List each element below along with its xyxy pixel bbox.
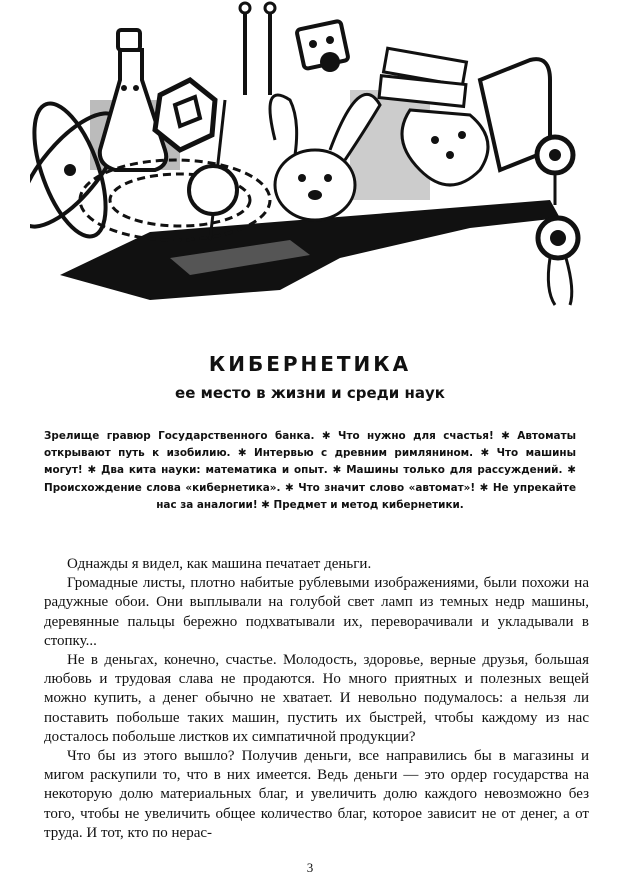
paragraph: Однажды я видел, как машина печатает деньги. [67,556,372,572]
body-text [44,555,589,843]
robot-nose [320,52,340,72]
chapter-subtitle: ее место в жизни и среди наук [175,384,445,402]
chapter-title: КИБЕРНЕТИКА [208,352,412,376]
flask-eye [121,85,127,91]
flask-cap [118,30,140,50]
atom-nucleus [64,164,76,176]
page-number: 3 [306,860,314,875]
paragraph: Громадные листы, плотно набитые рублевыми изображениями, были похожи на радужные обои. Они выплывали на голубой свет ламп из темных недр машины, деревянные пальцы бережно подхватывали их, переворачивали и укладывали в стопку... [44,575,589,649]
rabbit-head [275,150,355,220]
wire-cube [155,80,215,150]
rabbit-ear [270,95,297,155]
flask-eye [133,85,139,91]
chapter-summary: Зрелище гравюр Государственного банка. ✱ Что нужно для счастья! ✱ Автоматы открывают путь к изобилию. ✱ Интервью с древним римлянином. ✱ Что машины могут! ✱ Два кита науки: математика и опыт. ✱ Машины только для рассуждений. ✱ Происхождение слова «кибернетика». ✱ Что значит слово «автомат»! ✱ Не упрекайте нас за аналогии! ✱ Предмет и метод кибернетики. [44,430,576,511]
cybernetics-collage-illustration [30,0,590,320]
paragraph: Не в деньгах, конечно, счастье. Молодость, здоровье, верные друзья, большая любовь и трудовая слава не продаются. Но много приятных и полезных вещей можно купить, а денег обычно не хватает. И невольно подумалось: а нельзя ли поставить побольше таких машин, пустить их быстрей, чтобы каждому из нас досталось побольше листков их симпатичной продукции? [44,652,589,745]
pendulum-bob [189,166,237,214]
paragraph: Что бы из этого вышло? Получив деньги, все направились бы в магазины и мигом раскупили то, что в них имеется. Ведь деньги — это ордер государства на некоторую долю материальных благ, и увеличить долю каждого невозможно без того, чтобы не увеличить общее количество благ, которое зависит не от денег, а от труда. И тот, кто по нерас- [44,748,589,841]
tuning-fork [245,5,270,95]
